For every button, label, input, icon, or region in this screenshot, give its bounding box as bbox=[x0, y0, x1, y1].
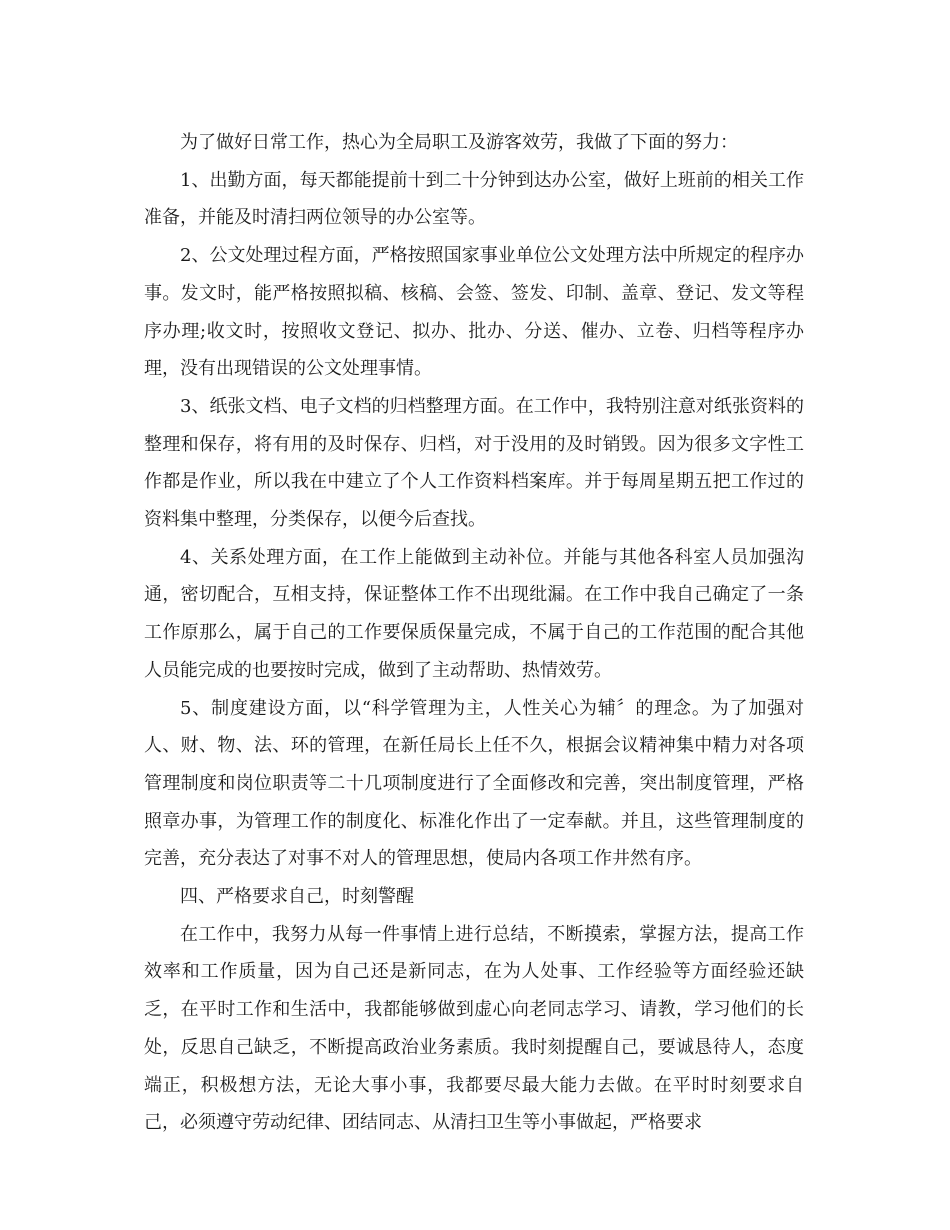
section-heading: 四、严格要求自己，时刻警醒 bbox=[180, 886, 414, 908]
paragraph-archiving: 3、纸张文档、电子文档的归档整理方面。在工作中，我特别注意对纸张资料的整理和保存，将有用的及时保存、归档，对于没用的及时销毁。因为很多文字性工作都是作业，所以我在中建立了个人工作资料档案库。并于每周星期五把工作过的资料集中整理，分类保存，以便今后查找。 bbox=[144, 395, 804, 531]
document-body bbox=[144, 124, 804, 1142]
paragraph-self-discipline: 在工作中，我努力从每一件事情上进行总结，不断摸索，掌握方法，提高工作效率和工作质量，因为自己还是新同志，在为人处事、工作经验等方面经验还缺乏，在平时工作和生活中，我都能够做到虚心向老同志学习、请教，学习他们的长处，反思自己缺乏，不断提高政治业务素质。我时刻提醒自己，要诚恳待人，态度端正，积极想方法，无论大事小事，我都要尽最大能力去做。在平时时刻要求自己，必须遵守劳动纪律、团结同志、从清扫卫生等小事做起，严格要求 bbox=[144, 923, 804, 1134]
paragraph-system-building: 5、制度建设方面，以“科学管理为主，人性关心为辅〞的理念。为了加强对人、财、物、法、环的管理，在新任局长上任不久，根据会议精神集中精力对各项管理制度和岗位职责等二十几项制度进行了全面修改和完善，突出制度管理，严格照章办事，为管理工作的制度化、标准化作出了一定奉献。并且，这些管理制度的完善，充分表达了对事不对人的管理思想，使局内各项工作井然有序。 bbox=[144, 697, 804, 870]
paragraph-attendance: 1、出勤方面，每天都能提前十到二十分钟到达办公室，做好上班前的相关工作准备，并能及时清扫两位领导的办公室等。 bbox=[144, 169, 804, 229]
paragraph-document-processing: 2、公文处理过程方面，严格按照国家事业单位公文处理方法中所规定的程序办事。发文时，能严格按照拟稿、核稿、会签、签发、印制、盖章、登记、发文等程序办理;收文时，按照收文登记、拟办、批办、分送、催办、立卷、归档等程序办理，没有出现错误的公文处理事情。 bbox=[144, 245, 804, 380]
paragraph-relations: 4、关系处理方面，在工作上能做到主动补位。并能与其他各科室人员加强沟通，密切配合，互相支持，保证整体工作不出现纰漏。在工作中我自己确定了一条工作原那么，属于自己的工作要保质保量完成，不属于自己的工作范围的配合其他人员能完成的也要按时完成，做到了主动帮助、热情效劳。 bbox=[144, 546, 804, 681]
paragraph-intro: 为了做好日常工作，热心为全局职工及游客效劳，我做了下面的努力： bbox=[180, 132, 738, 153]
